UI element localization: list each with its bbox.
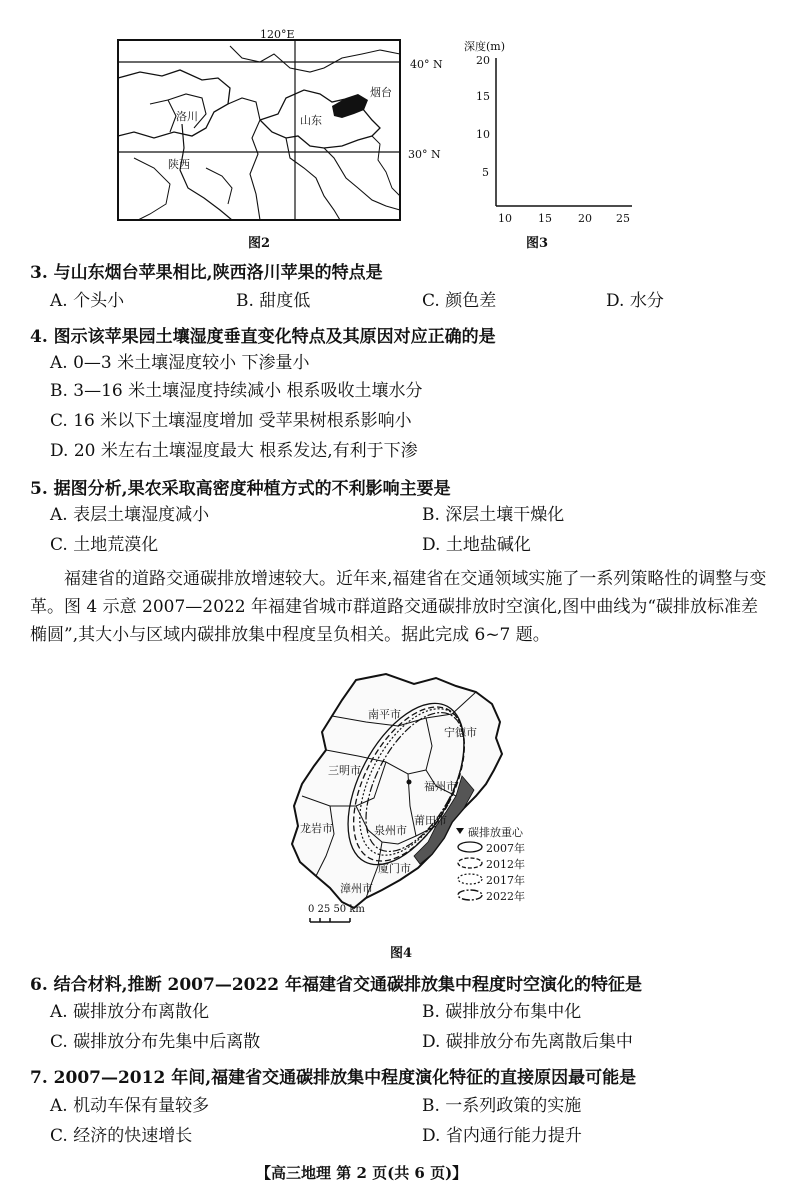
legend-center-label: 碳排放重心 xyxy=(468,826,523,839)
question-7-option-d[interactable]: D. 省内通行能力提升 xyxy=(422,1126,582,1146)
figure-2-caption: 图2 xyxy=(248,236,271,251)
legend-2012: 2012年 xyxy=(486,858,525,871)
latitude-30-label: 30° N xyxy=(408,148,441,161)
question-7-option-a[interactable]: A. 机动车保有量较多 xyxy=(50,1096,210,1116)
figure-3 xyxy=(462,30,642,230)
longitude-label: 120°E xyxy=(260,28,295,41)
city-fuzhou: 福州市 xyxy=(424,780,457,793)
figure-2-map xyxy=(110,28,410,233)
question-6-option-b[interactable]: B. 碳排放分布集中化 xyxy=(422,1002,582,1022)
figure-4-caption: 图4 xyxy=(390,946,413,961)
question-5-stem: 5. 据图分析,果农采取高密度种植方式的不利影响主要是 xyxy=(30,479,451,499)
shaanxi-label: 陕西 xyxy=(168,158,190,171)
question-5-option-c[interactable]: C. 土地荒漠化 xyxy=(50,535,159,555)
city-longyan: 龙岩市 xyxy=(300,822,333,835)
question-4-option-d[interactable]: D. 20 米左右土壤湿度最大 根系发达,有利于下渗 xyxy=(50,441,418,461)
question-4-option-a[interactable]: A. 0—3 米土壤湿度较小 下渗量小 xyxy=(50,353,310,373)
question-4-stem: 4. 图示该苹果园土壤湿度垂直变化特点及其原因对应正确的是 xyxy=(30,327,496,347)
question-6-option-a[interactable]: A. 碳排放分布离散化 xyxy=(50,1002,210,1022)
question-6-option-c[interactable]: C. 碳排放分布先集中后离散 xyxy=(50,1032,261,1052)
city-quanzhou: 泉州市 xyxy=(374,824,407,837)
question-6-option-d[interactable]: D. 碳排放分布先离散后集中 xyxy=(422,1032,633,1052)
question-6-stem: 6. 结合材料,推断 2007—2022 年福建省交通碳排放集中程度时空演化的特征是 xyxy=(30,975,643,995)
question-3-option-a[interactable]: A. 个头小 xyxy=(50,291,125,311)
yantai-label: 烟台 xyxy=(370,86,392,99)
question-5-option-d[interactable]: D. 土地盐碱化 xyxy=(422,535,531,555)
figure-3-caption: 图3 xyxy=(526,236,549,251)
figure-3-ytick: 10 xyxy=(476,128,490,141)
figure-3-ytick: 15 xyxy=(476,90,490,103)
question-3-option-c[interactable]: C. 颜色差 xyxy=(422,291,497,311)
reading-passage: 福建省的道路交通碳排放增速较大。近年来,福建省在交通领域实施了一系列策略性的调整与变革。图 4 示意 2007—2022 年福建省城市群道路交通碳排放时空演化,图中曲线为“碳排放标准差椭圆”,其大小与区域内碳排放集中程度呈负相关。据此完成 6~7 题。 xyxy=(30,569,767,645)
city-sanming: 三明市 xyxy=(328,764,361,777)
city-nanping: 南平市 xyxy=(368,708,401,721)
question-7-option-b[interactable]: B. 一系列政策的实施 xyxy=(422,1096,582,1116)
question-7-stem: 7. 2007—2012 年间,福建省交通碳排放集中程度演化特征的直接原因最可能是 xyxy=(30,1068,637,1088)
luochuan-label: 洛川 xyxy=(176,110,198,123)
question-3-stem: 3. 与山东烟台苹果相比,陕西洛川苹果的特点是 xyxy=(30,263,383,283)
question-3-option-b[interactable]: B. 甜度低 xyxy=(236,291,311,311)
latitude-40-label: 40° N xyxy=(410,58,443,71)
figure-3-xtick: 15 xyxy=(538,212,552,225)
city-putian: 莆田市 xyxy=(414,814,447,827)
page-footer: 【高三地理 第 2 页(共 6 页)】 xyxy=(256,1164,468,1182)
figure-3-xtick: 25 xyxy=(616,212,630,225)
question-3-option-d[interactable]: D. 水分 xyxy=(606,291,664,311)
question-5-option-a[interactable]: A. 表层土壤湿度减小 xyxy=(50,505,210,525)
legend-2007: 2007年 xyxy=(486,842,525,855)
city-xiamen: 厦门市 xyxy=(378,862,411,875)
question-4-option-b[interactable]: B. 3—16 米土壤湿度持续减小 根系吸收土壤水分 xyxy=(50,381,423,401)
figure-3-ytick: 20 xyxy=(476,54,490,67)
figure-4 xyxy=(286,666,546,934)
city-zhangzhou: 漳州市 xyxy=(340,882,373,895)
question-5-option-b[interactable]: B. 深层土壤干燥化 xyxy=(422,505,565,525)
question-4-option-c[interactable]: C. 16 米以下土壤湿度增加 受苹果树根系影响小 xyxy=(50,411,412,431)
figure-3-xtick: 20 xyxy=(578,212,592,225)
legend-2022: 2022年 xyxy=(486,890,525,903)
legend-2017: 2017年 xyxy=(486,874,525,887)
shandong-label: 山东 xyxy=(300,114,322,127)
figure-3-xtick: 10 xyxy=(498,212,512,225)
figure-3-ytick: 5 xyxy=(482,166,489,179)
figure-2 xyxy=(110,28,443,233)
figure-3-ylabel: 深度(m) xyxy=(464,40,506,53)
question-7-option-c[interactable]: C. 经济的快速增长 xyxy=(50,1126,193,1146)
scale-label: 0 25 50 km xyxy=(308,904,365,915)
city-ningde: 宁德市 xyxy=(444,726,477,739)
